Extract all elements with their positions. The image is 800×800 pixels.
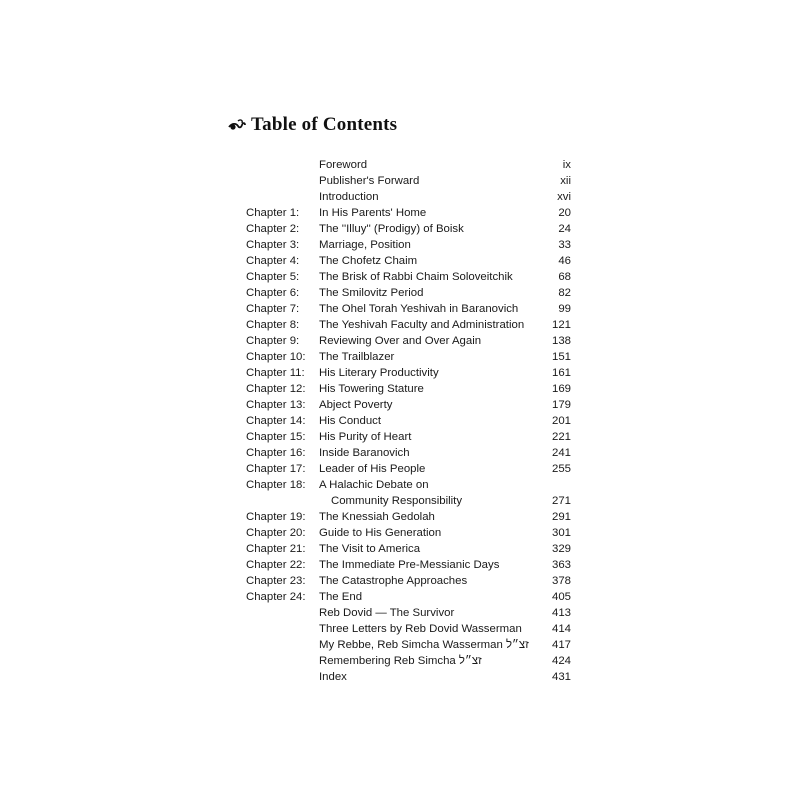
toc-entry bbox=[246, 269, 571, 285]
page-number: 24 bbox=[558, 223, 571, 235]
entry-title: Foreword bbox=[319, 159, 368, 171]
page-number: ix bbox=[562, 159, 571, 171]
page-number: 329 bbox=[551, 543, 571, 555]
page-number: 414 bbox=[551, 623, 571, 635]
chapter-label: Chapter 16: bbox=[246, 447, 306, 459]
entry-title: The Chofetz Chaim bbox=[319, 255, 418, 267]
entry-title: The Visit to America bbox=[319, 543, 421, 555]
entry-title: Index bbox=[319, 671, 347, 683]
entry-title: The Trailblazer bbox=[319, 351, 395, 363]
page-number: 121 bbox=[551, 319, 571, 331]
toc-entry bbox=[246, 301, 571, 317]
chapter-label: Chapter 3: bbox=[246, 239, 300, 251]
toc-list bbox=[246, 157, 571, 685]
toc-entry bbox=[246, 573, 571, 589]
entry-title: My Rebbe, Reb Simcha Wasserman זצ״ל bbox=[319, 639, 529, 651]
toc-entry bbox=[246, 189, 571, 205]
page-number: 378 bbox=[551, 575, 571, 587]
page-number: 169 bbox=[551, 383, 571, 395]
toc-entry bbox=[246, 429, 571, 445]
toc-entry bbox=[246, 605, 571, 621]
page-number: 99 bbox=[558, 303, 571, 315]
entry-title: His Towering Stature bbox=[319, 383, 424, 395]
page-number: 179 bbox=[551, 399, 571, 411]
chapter-label: Chapter 15: bbox=[246, 431, 306, 443]
entry-title: The ''Illuy'' (Prodigy) of Boisk bbox=[319, 223, 464, 235]
chapter-label: Chapter 9: bbox=[246, 335, 300, 347]
toc-entry bbox=[246, 445, 571, 461]
toc-entry bbox=[246, 333, 571, 349]
chapter-label: Chapter 5: bbox=[246, 271, 300, 283]
chapter-label: Chapter 18: bbox=[246, 479, 306, 491]
chapter-label: Chapter 21: bbox=[246, 543, 306, 555]
chapter-label: Chapter 10: bbox=[246, 351, 306, 363]
entry-title: The Smilovitz Period bbox=[319, 287, 424, 299]
toc-entry bbox=[246, 493, 571, 509]
chapter-label: Chapter 4: bbox=[246, 255, 300, 267]
toc-entry bbox=[246, 653, 571, 669]
entry-title: The Catastrophe Approaches bbox=[319, 575, 468, 587]
page-number: xii bbox=[560, 175, 571, 187]
entry-title: Introduction bbox=[319, 191, 379, 203]
entry-title: The Ohel Torah Yeshivah in Baranovich bbox=[319, 303, 519, 315]
chapter-label: Chapter 23: bbox=[246, 575, 306, 587]
chapter-label: Chapter 24: bbox=[246, 591, 306, 603]
entry-title: The Yeshivah Faculty and Administration bbox=[319, 319, 525, 331]
entry-title: Reb Dovid — The Survivor bbox=[319, 607, 455, 619]
toc-entry bbox=[246, 381, 571, 397]
entry-title: Inside Baranovich bbox=[319, 447, 410, 459]
chapter-label: Chapter 20: bbox=[246, 527, 306, 539]
toc-entry bbox=[246, 637, 571, 653]
entry-title: His Purity of Heart bbox=[319, 431, 412, 443]
page-number: 33 bbox=[558, 239, 571, 251]
toc-entry bbox=[246, 621, 571, 637]
chapter-label: Chapter 19: bbox=[246, 511, 306, 523]
page-number: 431 bbox=[551, 671, 571, 683]
page-title: Table of Contents bbox=[251, 114, 398, 135]
toc-entry bbox=[246, 397, 571, 413]
page-number: 138 bbox=[551, 335, 571, 347]
toc-entry bbox=[246, 477, 571, 493]
toc-entry bbox=[246, 669, 571, 685]
chapter-label: Chapter 14: bbox=[246, 415, 306, 427]
toc-heading bbox=[228, 113, 397, 137]
entry-title: The Brisk of Rabbi Chaim Soloveitchik bbox=[319, 271, 513, 283]
page-number: 291 bbox=[551, 511, 571, 523]
entry-title: The End bbox=[319, 591, 363, 603]
entry-title: Community Responsibility bbox=[331, 495, 463, 507]
page-number: 20 bbox=[558, 207, 571, 219]
toc-entry bbox=[246, 509, 571, 525]
page-number: 255 bbox=[551, 463, 571, 475]
chapter-label: Chapter 2: bbox=[246, 223, 300, 235]
page-number: 82 bbox=[558, 287, 571, 299]
toc-entry bbox=[246, 237, 571, 253]
page-number: 46 bbox=[558, 255, 571, 267]
chapter-label: Chapter 17: bbox=[246, 463, 306, 475]
page-number: 424 bbox=[551, 655, 571, 667]
toc-entry bbox=[246, 349, 571, 365]
chapter-label: Chapter 13: bbox=[246, 399, 306, 411]
page-number: 201 bbox=[551, 415, 571, 427]
entry-title: Guide to His Generation bbox=[319, 527, 442, 539]
toc-entry bbox=[246, 173, 571, 189]
page-number: 221 bbox=[551, 431, 571, 443]
entry-title: Marriage, Position bbox=[319, 239, 411, 251]
chapter-label: Chapter 8: bbox=[246, 319, 300, 331]
entry-title: His Literary Productivity bbox=[319, 367, 439, 379]
page-number: 413 bbox=[551, 607, 571, 619]
entry-title: Reviewing Over and Over Again bbox=[319, 335, 482, 347]
toc-entry bbox=[246, 157, 571, 173]
toc-entry bbox=[246, 285, 571, 301]
toc-entry bbox=[246, 205, 571, 221]
toc-entry bbox=[246, 317, 571, 333]
chapter-label: Chapter 12: bbox=[246, 383, 306, 395]
page-number: 271 bbox=[551, 495, 571, 507]
page-number: xvi bbox=[557, 191, 571, 203]
entry-title: The Immediate Pre-Messianic Days bbox=[319, 559, 500, 571]
page-number: 363 bbox=[551, 559, 571, 571]
fleuron-ornament-icon bbox=[228, 118, 246, 132]
entry-title: Three Letters by Reb Dovid Wasserman bbox=[319, 623, 522, 635]
toc-entry bbox=[246, 221, 571, 237]
page-number: 241 bbox=[551, 447, 571, 459]
chapter-label: Chapter 6: bbox=[246, 287, 300, 299]
toc-entry bbox=[246, 589, 571, 605]
entry-title: In His Parents' Home bbox=[319, 207, 427, 219]
toc-entry bbox=[246, 253, 571, 269]
entry-title: A Halachic Debate on bbox=[319, 479, 429, 491]
toc-entry bbox=[246, 557, 571, 573]
page-number: 301 bbox=[551, 527, 571, 539]
entry-title: Remembering Reb Simcha זצ״ל bbox=[319, 655, 482, 667]
chapter-label: Chapter 1: bbox=[246, 207, 300, 219]
toc-entry bbox=[246, 525, 571, 541]
toc-entry bbox=[246, 365, 571, 381]
toc-entry bbox=[246, 541, 571, 557]
page-number: 68 bbox=[558, 271, 571, 283]
chapter-label: Chapter 7: bbox=[246, 303, 300, 315]
page-number: 151 bbox=[551, 351, 571, 363]
page-number: 161 bbox=[551, 367, 571, 379]
entry-title: The Knessiah Gedolah bbox=[319, 511, 435, 523]
entry-title: Publisher's Forward bbox=[319, 175, 420, 187]
toc-entry bbox=[246, 461, 571, 477]
toc-entry bbox=[246, 413, 571, 429]
entry-title: Abject Poverty bbox=[319, 399, 393, 411]
entry-title: His Conduct bbox=[319, 415, 382, 427]
page-number: 417 bbox=[551, 639, 571, 651]
chapter-label: Chapter 11: bbox=[246, 367, 305, 379]
entry-title: Leader of His People bbox=[319, 463, 426, 475]
page-number: 405 bbox=[551, 591, 571, 603]
chapter-label: Chapter 22: bbox=[246, 559, 306, 571]
